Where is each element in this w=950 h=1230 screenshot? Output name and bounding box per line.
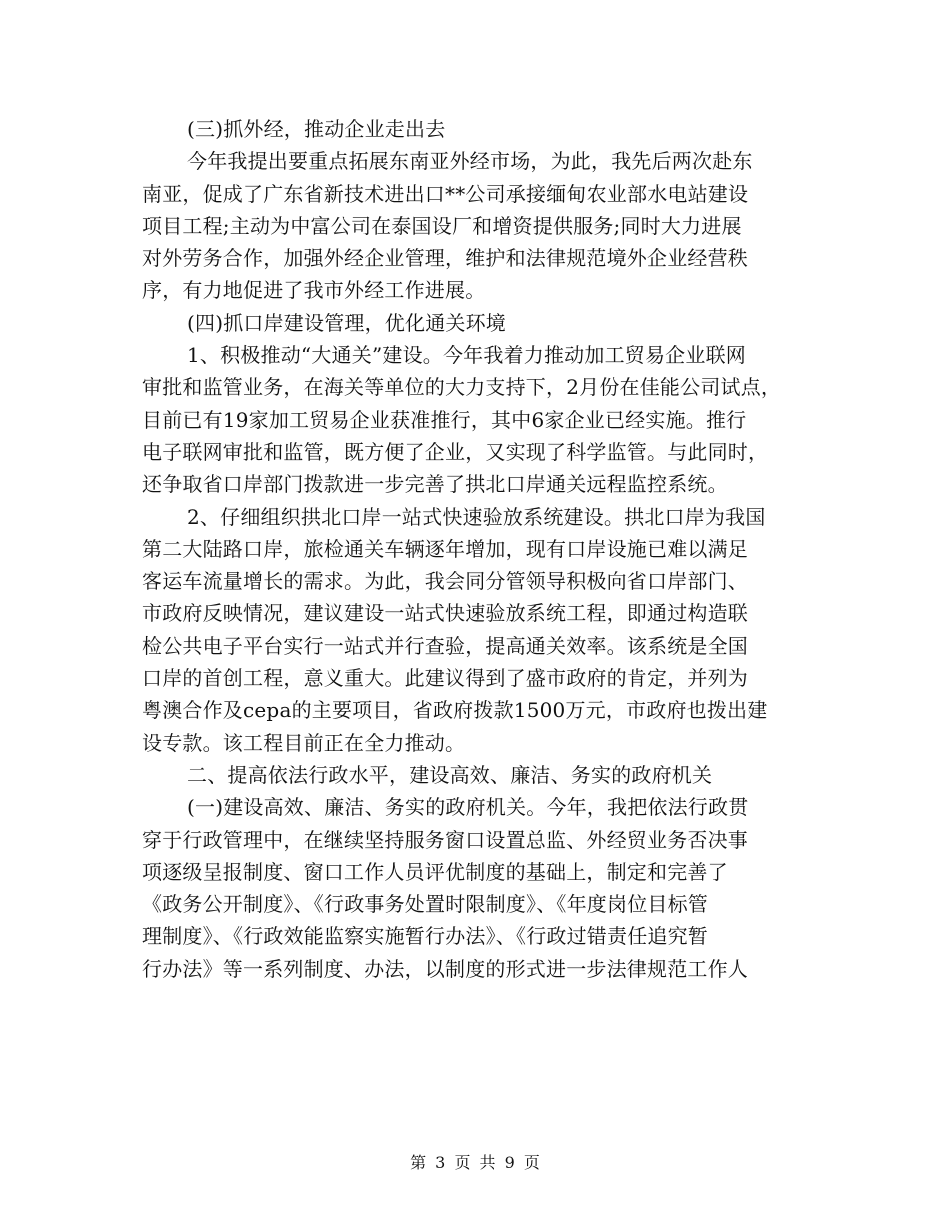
paragraph-line: 对外劳务合作，加强外经企业管理，维护和法律规范境外企业经营秩 — [142, 246, 748, 271]
page-footer: 第 3 页 共 9 页 — [410, 1153, 540, 1172]
section-heading: 二、提高依法行政水平，建设高效、廉洁、务实的政府机关 — [187, 762, 713, 787]
paragraph-line: 目前已有19家加工贸易企业获准推行，其中6家企业已经实施。推行 — [142, 407, 747, 432]
paragraph-line: 穿于行政管理中，在继续坚持服务窗口设置总监、外经贸业务否决事 — [142, 827, 748, 852]
paragraph-line: 项逐级呈报制度、窗口工作人员评优制度的基础上，制定和完善了 — [142, 859, 728, 884]
paragraph-line: 粤澳合作及cepa的主要项目，省政府拨款1500万元，市政府也拨出建 — [142, 698, 768, 723]
paragraph-line: 项目工程;主动为中富公司在泰国设厂和增资提供服务;同时大力进展 — [142, 213, 742, 238]
section-heading: (三)抓外经，推动企业走出去 — [187, 117, 446, 141]
paragraph-line: 检公共电子平台实行一站式并行查验，提高通关效率。该系统是全国 — [142, 633, 748, 658]
paragraph-line: 南亚，促成了广东省新技术进出口**公司承接缅甸农业部水电站建设 — [142, 181, 749, 206]
paragraph-line: 还争取省口岸部门拨款进一步完善了拱北口岸通关远程监控系统。 — [142, 472, 728, 497]
paragraph-line: 2、仔细组织拱北口岸一站式快速验放系统建设。拱北口岸为我国 — [187, 504, 766, 529]
paragraph-line: 第二大陆路口岸，旅检通关车辆逐年增加，现有口岸设施已难以满足 — [142, 536, 748, 561]
paragraph-line: (一)建设高效、廉洁、务实的政府机关。今年，我把依法行政贯 — [187, 795, 749, 820]
paragraph-line: 理制度》、《行政效能监察实施暂行办法》、《行政过错责任追究暂 — [142, 924, 708, 949]
paragraph-line: 客运车流量增长的需求。为此，我会同分管领导积极向省口岸部门、 — [142, 569, 748, 594]
paragraph-line: 今年我提出要重点拓展东南亚外经市场，为此，我先后两次赴东 — [187, 149, 753, 174]
paragraph-line: 序，有力地促进了我市外经工作进展。 — [142, 278, 486, 303]
paragraph-line: 电子联网审批和监管，既方便了企业，又实现了科学监管。与此同时， — [142, 439, 769, 464]
paragraph-line: 1、积极推动“大通关”建设。今年我着力推动加工贸易企业联网 — [187, 343, 746, 368]
paragraph-line: 市政府反映情况，建议建设一站式快速验放系统工程，即通过构造联 — [142, 601, 748, 626]
paragraph-line: 口岸的首创工程，意义重大。此建议得到了盛市政府的肯定，并列为 — [142, 666, 748, 691]
section-heading: (四)抓口岸建设管理，优化通关环境 — [187, 310, 507, 335]
paragraph-line: 行办法》等一系列制度、办法，以制度的形式进一步法律规范工作人 — [142, 956, 748, 981]
paragraph-line: 审批和监管业务，在海关等单位的大力支持下，2月份在佳能公司试点， — [142, 375, 782, 400]
document-body — [142, 113, 822, 985]
paragraph-line: 设专款。该工程目前正在全力推动。 — [142, 730, 466, 755]
paragraph-line: 《政务公开制度》、《行政事务处置时限制度》、《年度岗位目标管 — [142, 892, 708, 917]
